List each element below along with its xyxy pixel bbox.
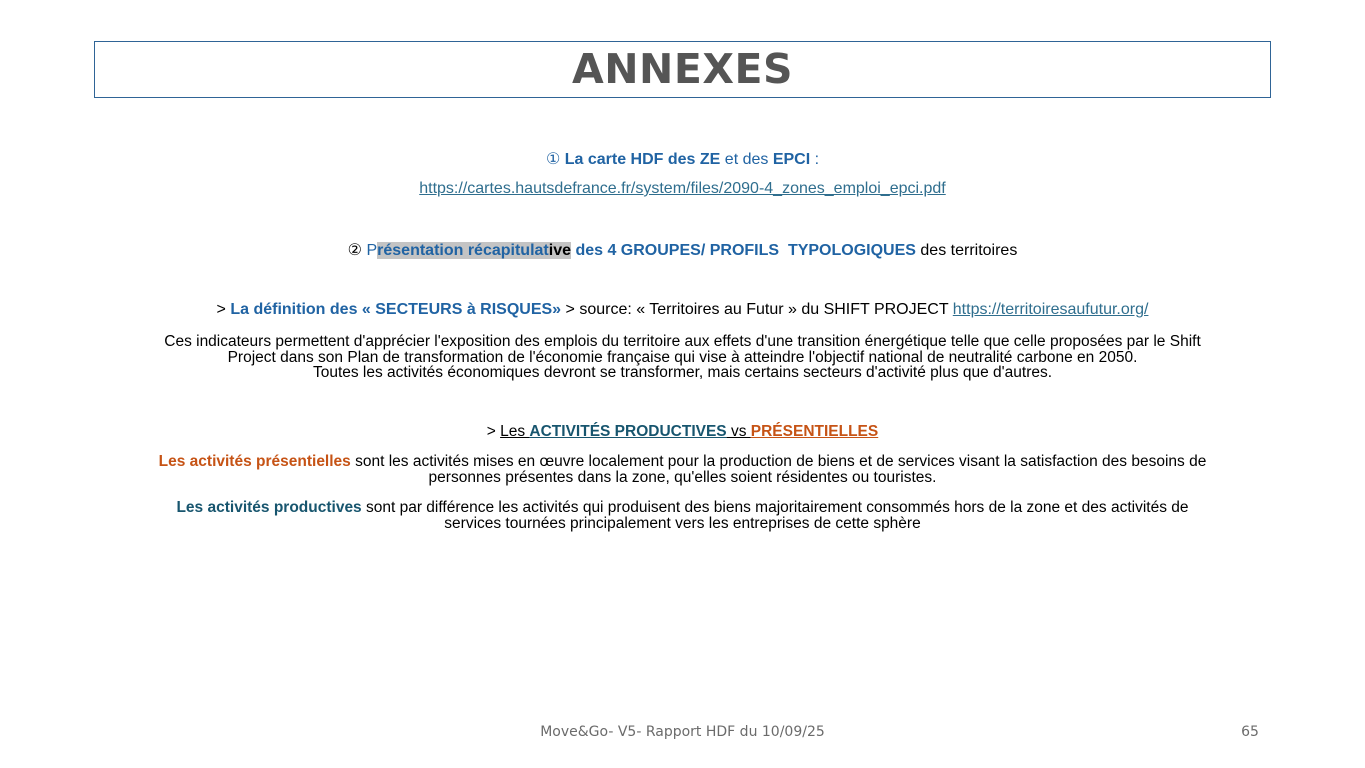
item4-pres-label: Les activités présentielles — [158, 453, 351, 470]
item1-bold1: La carte HDF des ZE — [564, 151, 721, 168]
item3-source: > source: « Territoires au Futur » du SHIFT PROJECT — [561, 301, 953, 318]
item1-marker: ① — [545, 151, 561, 168]
item3-paragraph — [100, 334, 1265, 381]
item3-heading — [0, 301, 1365, 319]
item1-mid: et des — [720, 151, 773, 168]
item3-prefix: > — [216, 301, 231, 318]
item4-vs: vs — [726, 423, 751, 440]
title-box — [94, 41, 1271, 98]
item4-heading — [0, 423, 1365, 441]
item3-bold: La définition des « SECTEURS à RISQUES» — [230, 301, 562, 318]
item4-presentielles-paragraph — [100, 454, 1265, 485]
item3-para-line3: Toutes les activités économiques devront se transformer, mais certains secteurs d'activité plus que d'autres. — [312, 364, 1053, 381]
item4-productives: ACTIVITÉS PRODUCTIVES — [529, 423, 727, 440]
item2-marker: ② — [347, 242, 363, 259]
item2-heading — [0, 240, 1365, 260]
item1-heading — [0, 149, 1365, 169]
item2-end: des territoires — [915, 242, 1018, 259]
item4-presentielles: PRÉSENTIELLES — [750, 423, 879, 440]
item3-para-line2: Project dans son Plan de transformation de l'économie française qui vise à atteindre l'objectif national de neutralité carbone en 2050. — [227, 348, 1138, 366]
item4-prod-line2: services tournées principalement vers les entreprises de cette sphère — [444, 514, 921, 532]
item4-pres-line1: sont les activités mises en œuvre localement pour la production de biens et de services visant la satisfaction des besoins de — [350, 453, 1207, 470]
item3-para-line1: Ces indicateurs permettent d'apprécier l'exposition des emplois du territoire aux effets d'une transition énergétique telle que celle proposées par le Shift — [164, 333, 1201, 350]
item4-prefix: > — [486, 423, 501, 440]
footer-text: Move&Go- V5- Rapport HDF du 10/09/25 — [540, 724, 825, 740]
item1-end: : — [810, 151, 820, 168]
item2-highlight-black: ive — [548, 242, 571, 259]
item4-productives-paragraph — [100, 500, 1265, 531]
item2-p-letter: P — [366, 242, 378, 259]
item4-les: Les — [500, 423, 530, 440]
item1-url-line — [0, 180, 1365, 198]
item1-url-link[interactable]: https://cartes.hautsdefrance.fr/system/files/2090-4_zones_emploi_epci.pdf — [419, 180, 946, 197]
item2-highlight-blue: résentation récapitulat — [377, 242, 549, 259]
item4-prod-label: Les activités productives — [176, 499, 362, 516]
item3-url-link[interactable]: https://territoiresaufutur.org/ — [952, 301, 1149, 318]
item2-bold-rest: des 4 GROUPES/ PROFILS TYPOLOGIQUES — [571, 242, 916, 259]
item4-prod-line1: sont par différence les activités qui produisent des biens majoritairement consommés hors de la zone et des activités de — [361, 499, 1189, 516]
item1-bold2: EPCI — [772, 151, 811, 168]
item4-pres-line2: personnes présentes dans la zone, qu'elles soient résidentes ou touristes. — [428, 468, 937, 486]
page-number: 65 — [1241, 724, 1259, 740]
page-title: ANNEXES — [571, 45, 793, 93]
